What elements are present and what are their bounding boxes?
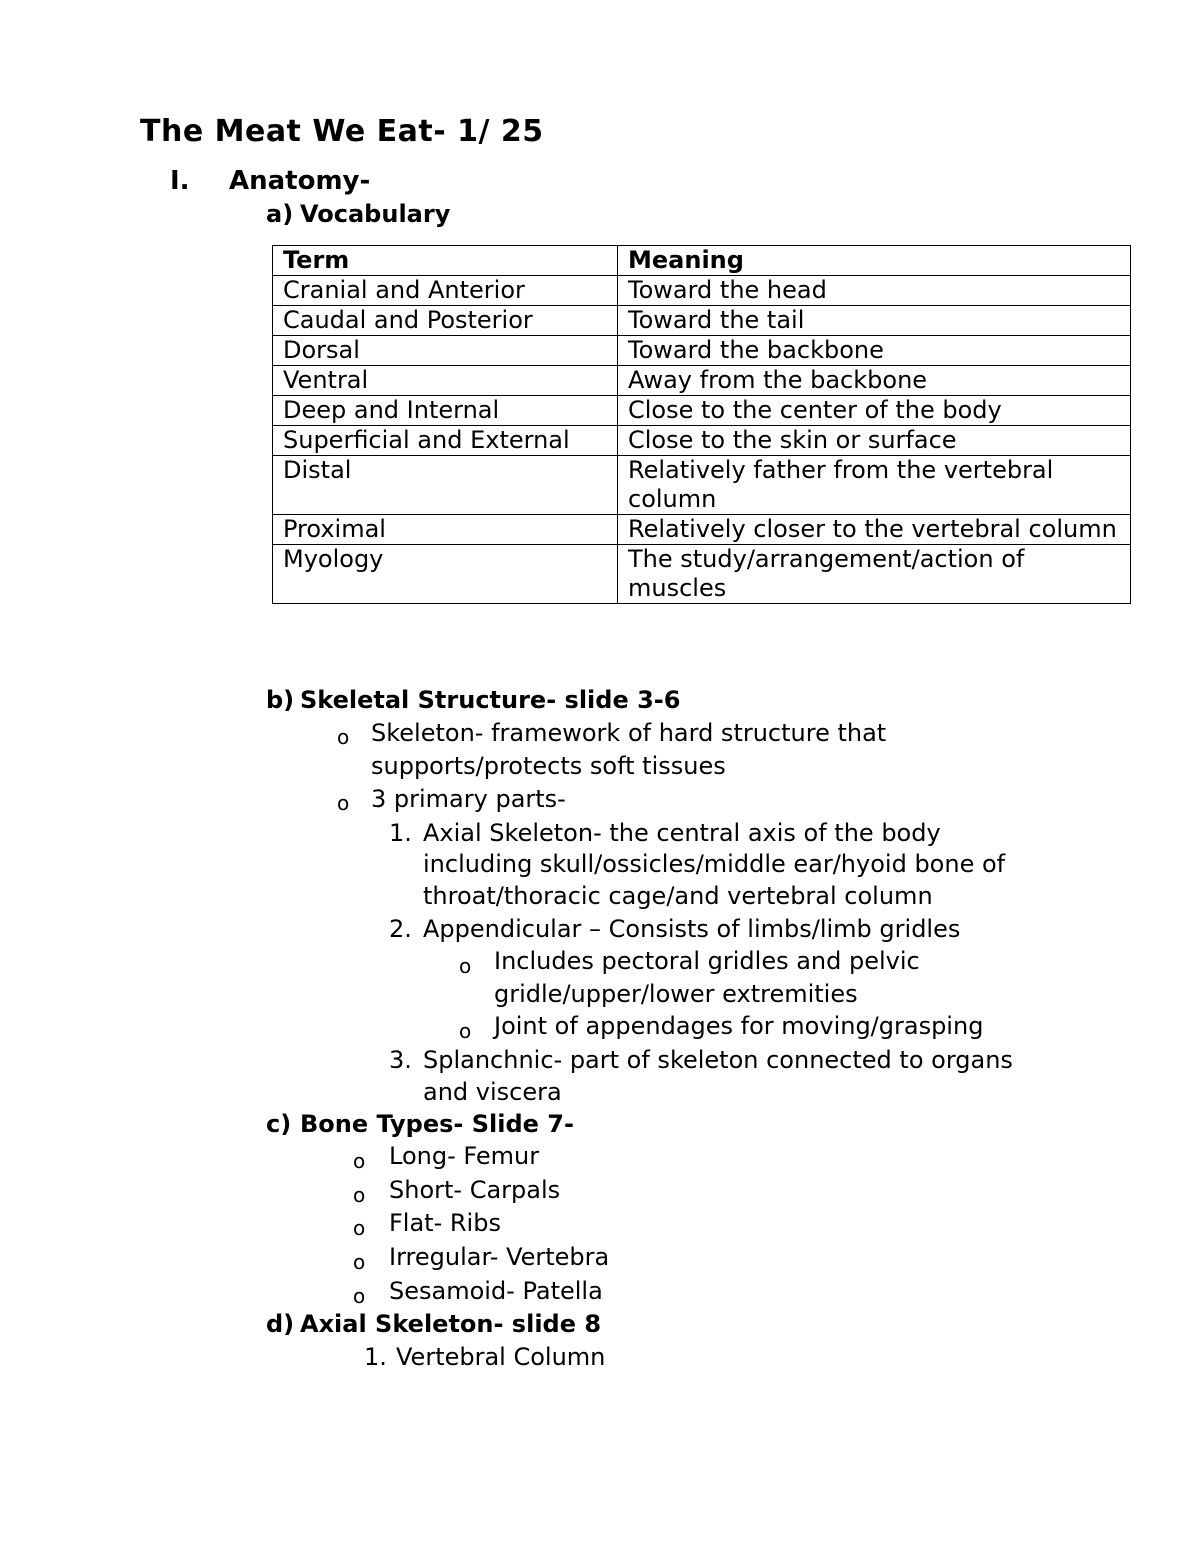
joint-text: Joint of appendages for moving/grasping xyxy=(494,1012,984,1040)
meaning-cell: Toward the backbone xyxy=(618,336,1131,366)
skeletal-heading: Skeletal Structure- slide 3-6 xyxy=(300,686,681,714)
vertebral-column-item: Vertebral Column xyxy=(396,1343,606,1371)
table-row xyxy=(273,456,1131,515)
table-row xyxy=(273,306,1131,336)
table-row xyxy=(273,276,1131,306)
bullet-marker: o xyxy=(353,1250,366,1274)
splanchnic-line1: Splanchnic- part of skeleton connected to organs xyxy=(423,1046,1013,1074)
bone-type-item: Long- Femur xyxy=(389,1142,540,1170)
bone-types-label: c) xyxy=(266,1110,292,1138)
bullet-marker: o xyxy=(353,1284,366,1308)
axial-skeleton-line1: Axial Skeleton- the central axis of the body xyxy=(423,819,941,847)
pectoral-line2: gridle/upper/lower extremities xyxy=(494,980,858,1008)
section-numeral: I. xyxy=(170,166,190,196)
vocabulary-heading: Vocabulary xyxy=(300,200,451,228)
bullet-marker: o xyxy=(353,1149,366,1173)
column-header-term: Term xyxy=(273,246,618,276)
bone-type-item: Irregular- Vertebra xyxy=(389,1243,610,1271)
bone-type-item: Short- Carpals xyxy=(389,1176,561,1204)
term-cell: Myology xyxy=(273,545,618,604)
bone-type-item: Sesamoid- Patella xyxy=(389,1277,603,1305)
meaning-cell: Close to the skin or surface xyxy=(618,426,1131,456)
table-row xyxy=(273,515,1131,545)
table-row xyxy=(273,336,1131,366)
meaning-cell: Away from the backbone xyxy=(618,366,1131,396)
meaning-cell: Relatively closer to the vertebral column xyxy=(618,515,1131,545)
table-row xyxy=(273,366,1131,396)
term-cell: Dorsal xyxy=(273,336,618,366)
table-row xyxy=(273,396,1131,426)
vocabulary-table xyxy=(272,245,1131,604)
skeletal-label: b) xyxy=(266,686,295,714)
meaning-cell: Toward the head xyxy=(618,276,1131,306)
term-cell: Caudal and Posterior xyxy=(273,306,618,336)
table-row xyxy=(273,426,1131,456)
skeleton-definition-line2: supports/protects soft tissues xyxy=(371,752,726,780)
pectoral-line1: Includes pectoral gridles and pelvic xyxy=(494,947,920,975)
meaning-cell: Relatively father from the vertebral column xyxy=(618,456,1131,515)
term-cell: Deep and Internal xyxy=(273,396,618,426)
vocabulary-label: a) xyxy=(266,200,294,228)
bullet-marker: o xyxy=(353,1216,366,1240)
column-header-meaning: Meaning xyxy=(618,246,1131,276)
bullet-marker: o xyxy=(459,954,472,978)
table-row xyxy=(273,545,1131,604)
list-number: 3. xyxy=(389,1046,412,1074)
term-cell: Cranial and Anterior xyxy=(273,276,618,306)
section-heading: Anatomy- xyxy=(229,166,371,196)
splanchnic-line2: and viscera xyxy=(423,1078,562,1106)
bullet-marker: o xyxy=(337,791,350,815)
axial-skeleton-line2: including skull/ossicles/middle ear/hyoid bone of xyxy=(423,850,1006,878)
page-title: The Meat We Eat- 1/ 25 xyxy=(140,114,544,149)
term-cell: Proximal xyxy=(273,515,618,545)
bullet-marker: o xyxy=(459,1019,472,1043)
table-header-row xyxy=(273,246,1131,276)
bullet-marker: o xyxy=(337,725,350,749)
term-cell: Ventral xyxy=(273,366,618,396)
bone-types-heading: Bone Types- Slide 7- xyxy=(300,1110,574,1138)
term-cell: Superficial and External xyxy=(273,426,618,456)
bone-type-item: Flat- Ribs xyxy=(389,1209,501,1237)
axial-skeleton-line3: throat/thoracic cage/and vertebral column xyxy=(423,882,933,910)
list-number: 2. xyxy=(389,915,412,943)
appendicular-text: Appendicular – Consists of limbs/limb gridles xyxy=(423,915,961,943)
meaning-cell: Toward the tail xyxy=(618,306,1131,336)
list-number: 1. xyxy=(389,819,412,847)
meaning-cell: The study/arrangement/action of muscles xyxy=(618,545,1131,604)
term-cell: Distal xyxy=(273,456,618,515)
axial-heading: Axial Skeleton- slide 8 xyxy=(300,1310,602,1338)
skeleton-definition-line1: Skeleton- framework of hard structure that xyxy=(371,719,887,747)
primary-parts-text: 3 primary parts- xyxy=(371,785,566,813)
meaning-cell: Close to the center of the body xyxy=(618,396,1131,426)
bullet-marker: o xyxy=(353,1183,366,1207)
list-number: 1. xyxy=(364,1343,387,1371)
axial-label: d) xyxy=(266,1310,295,1338)
